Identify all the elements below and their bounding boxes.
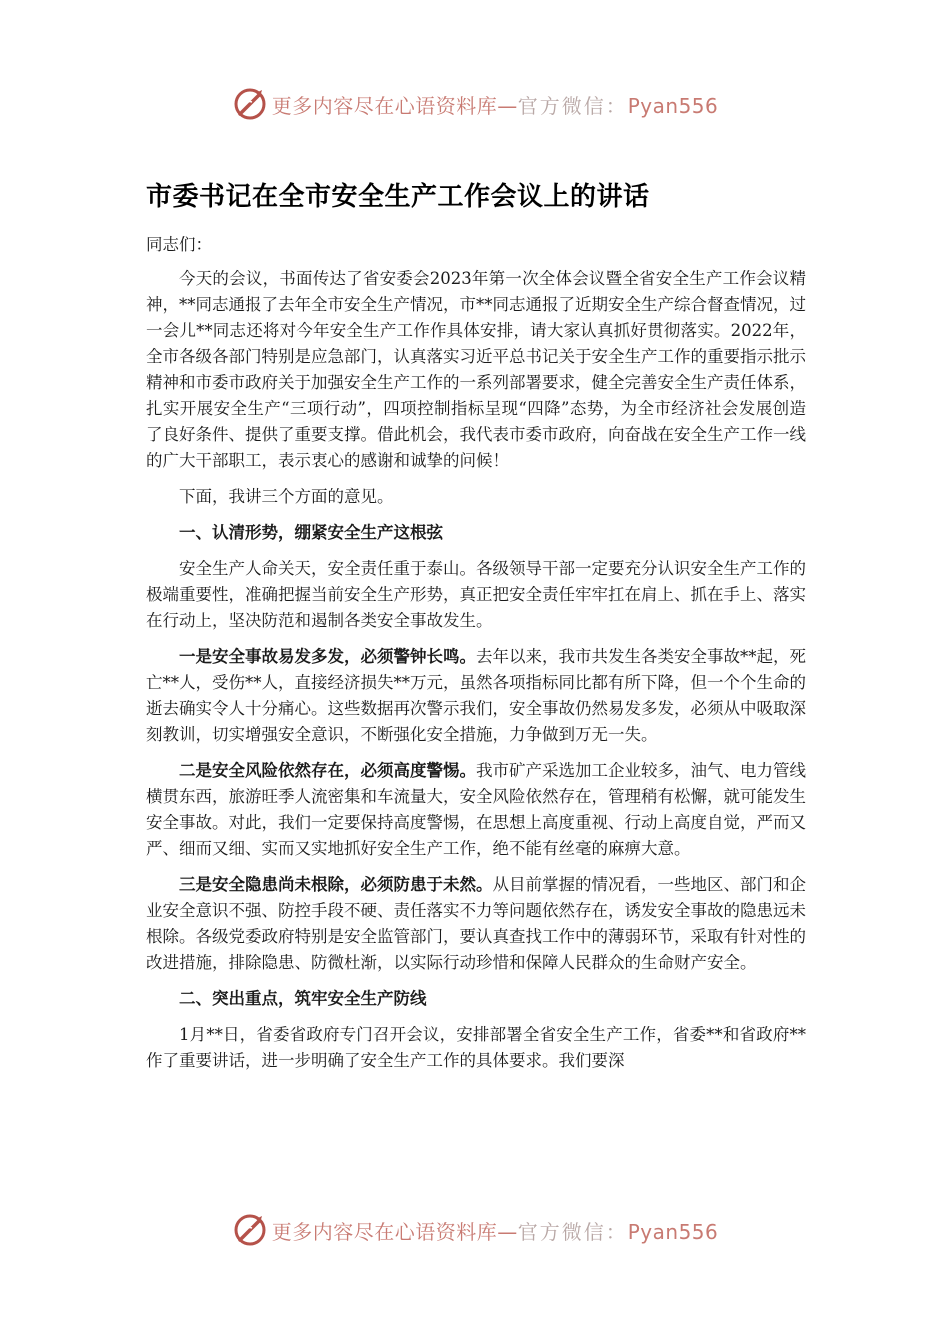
footer-watermark — [0, 1210, 950, 1250]
banner-dash: — — [497, 1219, 518, 1244]
point-paragraph-3 — [146, 872, 806, 976]
section2-intro-paragraph: 1月**日，省委省政府专门召开会议，安排部署全省安全生产工作，省委**和省政府**作了重要讲话，进一步明确了安全生产工作的具体要求。我们要深 — [146, 1025, 806, 1070]
brand-logo-icon — [232, 1212, 268, 1248]
intro-paragraph: 今天的会议，书面传达了省安委会2023年第一次全体会议暨全省安全生产工作会议精神，**同志通报了去年全市安全生产情况，市**同志通报了近期安全生产综合督查情况，过一会儿**同志还将对今年安全生产工作作具体安排，请大家认真抓好贯彻落实。2022年，全市各级各部门特别是应急部门，认真落实习近平总书记关于安全生产工作的重要指示批示精神和市委市政府关于加强安全生产工作的一系列部署要求，健全完善安全生产责任体系，扎实开展安全生产“三项行动”，四项控制指标呈现“四降”态势，为全市经济社会发展创造了良好条件、提供了重要支撑。借此机会，我代表市委市政府，向奋战在安全生产工作一线的广大干部职工，表示衷心的感谢和诚挚的问候！ — [146, 269, 806, 470]
point-lead-1: 一是安全事故易发多发，必须警钟长鸣。 — [179, 647, 476, 666]
banner-wechat-label: 官方微信： — [517, 1219, 628, 1244]
header-watermark — [0, 84, 950, 124]
point-lead-2: 二是安全风险依然存在，必须高度警惕。 — [179, 761, 476, 780]
point-lead-3: 三是安全隐患尚未根除，必须防患于未然。 — [179, 875, 493, 894]
document-title: 市委书记在全市安全生产工作会议上的讲话 — [146, 182, 650, 212]
point-paragraph-2 — [146, 758, 806, 862]
banner-brand: 更多内容尽在心语资料库 — [271, 1219, 498, 1244]
section1-intro-paragraph: 安全生产人命关天，安全责任重于泰山。各级领导干部一定要充分认识安全生产工作的极端重要性，准确把握当前安全生产形势，真正把安全责任牢牢扛在肩上、抓在手上、落实在行动上，坚决防范和遏制各类安全事故发生。 — [146, 559, 806, 630]
transition-paragraph: 下面，我讲三个方面的意见。 — [179, 487, 394, 506]
section-heading-1: 一、认清形势，绷紧安全生产这根弦 — [179, 523, 443, 542]
banner-wechat-label: 官方微信： — [517, 93, 628, 118]
point-paragraph-1 — [146, 644, 806, 748]
banner-brand: 更多内容尽在心语资料库 — [271, 93, 498, 118]
banner-wechat-id: Pyan556 — [627, 93, 719, 118]
section-heading-2: 二、突出重点，筑牢安全生产防线 — [179, 989, 427, 1008]
point-body-2: 我市矿产采选加工企业较多，油气、电力管线横贯东西，旅游旺季人流密集和车流量大，安全风险依然存在，管理稍有松懈，就可能发生安全事故。对此，我们一定要保持高度警惕，在思想上高度重视、行动上高度自觉，严而又严、细而又细、实而又实地抓好安全生产工作，绝不能有丝毫的麻痹大意。 — [146, 761, 806, 858]
document-body — [146, 232, 806, 1084]
point-body-1: 去年以来，我市共发生各类安全事故**起，死亡**人，受伤**人，直接经济损失**万元，虽然各项指标同比都有所下降，但一个个生命的逝去确实令人十分痛心。这些数据再次警示我们，安全事故仍然易发多发，必须从中吸取深刻教训，切实增强安全意识，不断强化安全措施，力争做到万无一失。 — [146, 647, 806, 744]
brand-logo-icon — [232, 86, 268, 122]
point-body-3: 从目前掌握的情况看，一些地区、部门和企业安全意识不强、防控手段不硬、责任落实不力等问题依然存在，诱发安全事故的隐患远未根除。各级党委政府特别是安全监管部门，要认真查找工作中的薄弱环节，采取有针对性的改进措施，排除隐患、防微杜渐，以实际行动珍惜和保障人民群众的生命财产安全。 — [146, 875, 806, 972]
salutation: 同志们： — [146, 235, 212, 254]
banner-wechat-id: Pyan556 — [627, 1219, 719, 1244]
banner-dash: — — [497, 93, 518, 118]
